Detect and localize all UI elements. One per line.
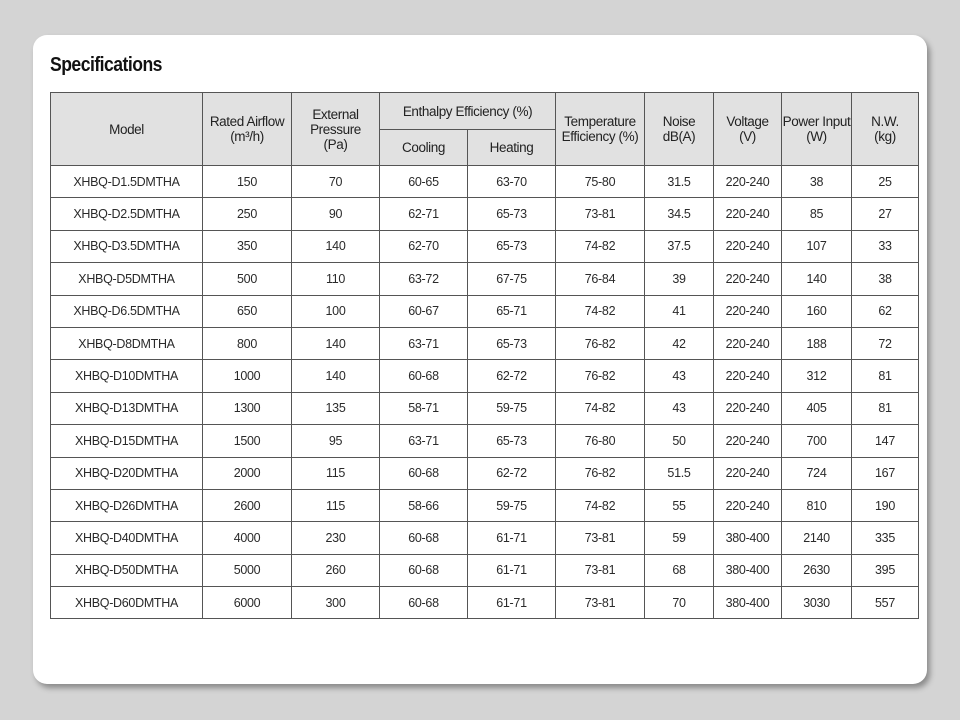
header-voltage-unit: (V) (739, 129, 756, 144)
cell-enthalpy-heating: 61-71 (468, 554, 556, 586)
header-power-label: Power Input (782, 114, 851, 129)
cell-voltage: 220-240 (714, 198, 782, 230)
cell-enthalpy-heating: 65-73 (468, 230, 556, 262)
cell-net-weight: 395 (852, 554, 919, 586)
cell-voltage: 220-240 (714, 230, 782, 262)
cell-external-pressure: 230 (292, 522, 380, 554)
table-row (51, 554, 919, 586)
table-row (51, 522, 919, 554)
cell-enthalpy-cooling: 62-70 (380, 230, 468, 262)
cell-model: XHBQ-D60DMTHA (51, 587, 203, 619)
page-title: Specifications (50, 54, 162, 76)
table-row (51, 263, 919, 295)
cell-rated-airflow: 2000 (203, 457, 292, 489)
header-voltage-label: Voltage (726, 114, 769, 129)
cell-temperature-efficiency: 73-81 (556, 522, 645, 554)
cell-enthalpy-heating: 67-75 (468, 263, 556, 295)
header-heating: Heating (468, 130, 556, 166)
cell-enthalpy-heating: 59-75 (468, 489, 556, 521)
cell-voltage: 220-240 (714, 295, 782, 327)
cell-model: XHBQ-D50DMTHA (51, 554, 203, 586)
cell-temperature-efficiency: 76-82 (556, 457, 645, 489)
specifications-table (50, 92, 919, 619)
cell-rated-airflow: 350 (203, 230, 292, 262)
cell-enthalpy-cooling: 58-66 (380, 489, 468, 521)
header-external-pressure (292, 93, 380, 166)
header-power-unit: (W) (806, 129, 827, 144)
cell-enthalpy-cooling: 60-68 (380, 457, 468, 489)
cell-model: XHBQ-D40DMTHA (51, 522, 203, 554)
header-pressure-label-1: External (312, 106, 359, 122)
cell-rated-airflow: 2600 (203, 489, 292, 521)
cell-power-input: 312 (782, 360, 852, 392)
cell-temperature-efficiency: 76-82 (556, 360, 645, 392)
header-nw-unit: (kg) (874, 129, 896, 144)
cell-external-pressure: 140 (292, 230, 380, 262)
cell-temperature-efficiency: 75-80 (556, 166, 645, 198)
cell-model: XHBQ-D13DMTHA (51, 392, 203, 424)
header-power-input (782, 93, 852, 166)
cell-external-pressure: 140 (292, 327, 380, 359)
cell-model: XHBQ-D5DMTHA (51, 263, 203, 295)
header-temperature-label: Temperature (564, 114, 636, 129)
cell-net-weight: 72 (852, 327, 919, 359)
cell-power-input: 188 (782, 327, 852, 359)
cell-voltage: 220-240 (714, 457, 782, 489)
cell-temperature-efficiency: 74-82 (556, 230, 645, 262)
cell-enthalpy-cooling: 60-68 (380, 587, 468, 619)
cell-voltage: 380-400 (714, 587, 782, 619)
header-model (51, 93, 203, 166)
cell-noise: 59 (645, 522, 714, 554)
cell-model: XHBQ-D8DMTHA (51, 327, 203, 359)
cell-rated-airflow: 1500 (203, 425, 292, 457)
cell-noise: 41 (645, 295, 714, 327)
cell-enthalpy-cooling: 63-71 (380, 327, 468, 359)
cell-net-weight: 81 (852, 392, 919, 424)
table-row (51, 230, 919, 262)
cell-net-weight: 25 (852, 166, 919, 198)
header-voltage (714, 93, 782, 166)
cell-enthalpy-cooling: 60-68 (380, 554, 468, 586)
cell-enthalpy-heating: 65-73 (468, 327, 556, 359)
header-enthalpy-efficiency (380, 93, 556, 130)
cell-model: XHBQ-D6.5DMTHA (51, 295, 203, 327)
cell-noise: 31.5 (645, 166, 714, 198)
cell-enthalpy-heating: 65-73 (468, 425, 556, 457)
cell-voltage: 220-240 (714, 166, 782, 198)
cell-external-pressure: 115 (292, 489, 380, 521)
cell-enthalpy-cooling: 63-71 (380, 425, 468, 457)
cell-model: XHBQ-D20DMTHA (51, 457, 203, 489)
cell-model: XHBQ-D3.5DMTHA (51, 230, 203, 262)
cell-temperature-efficiency: 73-81 (556, 198, 645, 230)
cell-rated-airflow: 800 (203, 327, 292, 359)
cell-enthalpy-heating: 61-71 (468, 587, 556, 619)
cell-external-pressure: 100 (292, 295, 380, 327)
cell-temperature-efficiency: 73-81 (556, 554, 645, 586)
cell-external-pressure: 135 (292, 392, 380, 424)
cell-temperature-efficiency: 76-82 (556, 327, 645, 359)
cell-power-input: 405 (782, 392, 852, 424)
cell-power-input: 724 (782, 457, 852, 489)
cell-rated-airflow: 650 (203, 295, 292, 327)
header-rated-airflow (203, 93, 292, 166)
cell-rated-airflow: 5000 (203, 554, 292, 586)
header-airflow-unit: (m³/h) (230, 129, 264, 144)
cell-temperature-efficiency: 76-80 (556, 425, 645, 457)
cell-external-pressure: 300 (292, 587, 380, 619)
cell-noise: 68 (645, 554, 714, 586)
cell-enthalpy-heating: 59-75 (468, 392, 556, 424)
cell-voltage: 220-240 (714, 327, 782, 359)
header-temperature-efficiency (556, 93, 645, 166)
cell-power-input: 2140 (782, 522, 852, 554)
table-body (51, 166, 919, 619)
cell-net-weight: 33 (852, 230, 919, 262)
cell-temperature-efficiency: 73-81 (556, 587, 645, 619)
cell-power-input: 140 (782, 263, 852, 295)
cell-rated-airflow: 1000 (203, 360, 292, 392)
header-net-weight (852, 93, 919, 166)
cell-noise: 37.5 (645, 230, 714, 262)
cell-enthalpy-heating: 63-70 (468, 166, 556, 198)
header-model-label: Model (109, 121, 144, 137)
cell-enthalpy-heating: 61-71 (468, 522, 556, 554)
cell-net-weight: 147 (852, 425, 919, 457)
table-header (51, 93, 919, 166)
cell-power-input: 107 (782, 230, 852, 262)
header-pressure-label-2: Pressure (310, 121, 361, 137)
cell-noise: 43 (645, 360, 714, 392)
cell-rated-airflow: 4000 (203, 522, 292, 554)
cell-net-weight: 335 (852, 522, 919, 554)
table-row (51, 489, 919, 521)
cell-temperature-efficiency: 74-82 (556, 295, 645, 327)
table-row (51, 360, 919, 392)
header-noise (645, 93, 714, 166)
cell-external-pressure: 70 (292, 166, 380, 198)
cell-temperature-efficiency: 76-84 (556, 263, 645, 295)
cell-rated-airflow: 250 (203, 198, 292, 230)
cell-model: XHBQ-D26DMTHA (51, 489, 203, 521)
cell-enthalpy-heating: 62-72 (468, 457, 556, 489)
cell-voltage: 220-240 (714, 360, 782, 392)
cell-enthalpy-cooling: 60-68 (380, 360, 468, 392)
cell-external-pressure: 260 (292, 554, 380, 586)
header-cooling: Cooling (380, 130, 468, 166)
table-row (51, 425, 919, 457)
cell-model: XHBQ-D2.5DMTHA (51, 198, 203, 230)
cell-external-pressure: 110 (292, 263, 380, 295)
cell-temperature-efficiency: 74-82 (556, 392, 645, 424)
cell-enthalpy-cooling: 62-71 (380, 198, 468, 230)
table-row (51, 327, 919, 359)
cell-enthalpy-cooling: 60-65 (380, 166, 468, 198)
header-pressure-unit: (Pa) (323, 136, 348, 152)
cell-rated-airflow: 1300 (203, 392, 292, 424)
cell-temperature-efficiency: 74-82 (556, 489, 645, 521)
table-row (51, 166, 919, 198)
cell-noise: 51.5 (645, 457, 714, 489)
table-row (51, 587, 919, 619)
cell-enthalpy-cooling: 58-71 (380, 392, 468, 424)
cell-noise: 42 (645, 327, 714, 359)
cell-power-input: 810 (782, 489, 852, 521)
cell-external-pressure: 115 (292, 457, 380, 489)
cell-enthalpy-heating: 62-72 (468, 360, 556, 392)
cell-rated-airflow: 6000 (203, 587, 292, 619)
cell-enthalpy-heating: 65-71 (468, 295, 556, 327)
cell-net-weight: 27 (852, 198, 919, 230)
header-nw-label: N.W. (871, 114, 899, 129)
cell-noise: 39 (645, 263, 714, 295)
cell-net-weight: 167 (852, 457, 919, 489)
cell-enthalpy-cooling: 63-72 (380, 263, 468, 295)
cell-voltage: 220-240 (714, 489, 782, 521)
cell-net-weight: 81 (852, 360, 919, 392)
cell-noise: 43 (645, 392, 714, 424)
cell-net-weight: 62 (852, 295, 919, 327)
cell-net-weight: 557 (852, 587, 919, 619)
cell-model: XHBQ-D15DMTHA (51, 425, 203, 457)
header-noise-unit: dB(A) (662, 129, 696, 144)
cell-external-pressure: 90 (292, 198, 380, 230)
cell-net-weight: 38 (852, 263, 919, 295)
cell-power-input: 2630 (782, 554, 852, 586)
cell-power-input: 3030 (782, 587, 852, 619)
cell-noise: 55 (645, 489, 714, 521)
cell-external-pressure: 140 (292, 360, 380, 392)
header-enthalpy-label: Enthalpy Efficiency (%) (402, 103, 533, 119)
cell-voltage: 220-240 (714, 263, 782, 295)
cell-model: XHBQ-D1.5DMTHA (51, 166, 203, 198)
cell-power-input: 700 (782, 425, 852, 457)
header-noise-label: Noise (662, 114, 696, 129)
cell-noise: 70 (645, 587, 714, 619)
cell-net-weight: 190 (852, 489, 919, 521)
cell-external-pressure: 95 (292, 425, 380, 457)
cell-enthalpy-heating: 65-73 (468, 198, 556, 230)
cell-voltage: 380-400 (714, 522, 782, 554)
cell-rated-airflow: 150 (203, 166, 292, 198)
table-row (51, 392, 919, 424)
header-airflow-label: Rated Airflow (209, 114, 285, 129)
cell-voltage: 220-240 (714, 425, 782, 457)
table-row (51, 198, 919, 230)
cell-model: XHBQ-D10DMTHA (51, 360, 203, 392)
cell-enthalpy-cooling: 60-68 (380, 522, 468, 554)
table-row (51, 295, 919, 327)
table-row (51, 457, 919, 489)
cell-power-input: 160 (782, 295, 852, 327)
cell-rated-airflow: 500 (203, 263, 292, 295)
cell-noise: 50 (645, 425, 714, 457)
cell-enthalpy-cooling: 60-67 (380, 295, 468, 327)
cell-power-input: 85 (782, 198, 852, 230)
cell-noise: 34.5 (645, 198, 714, 230)
cell-voltage: 380-400 (714, 554, 782, 586)
header-temperature-unit: Efficiency (%) (561, 129, 639, 144)
cell-power-input: 38 (782, 166, 852, 198)
cell-voltage: 220-240 (714, 392, 782, 424)
